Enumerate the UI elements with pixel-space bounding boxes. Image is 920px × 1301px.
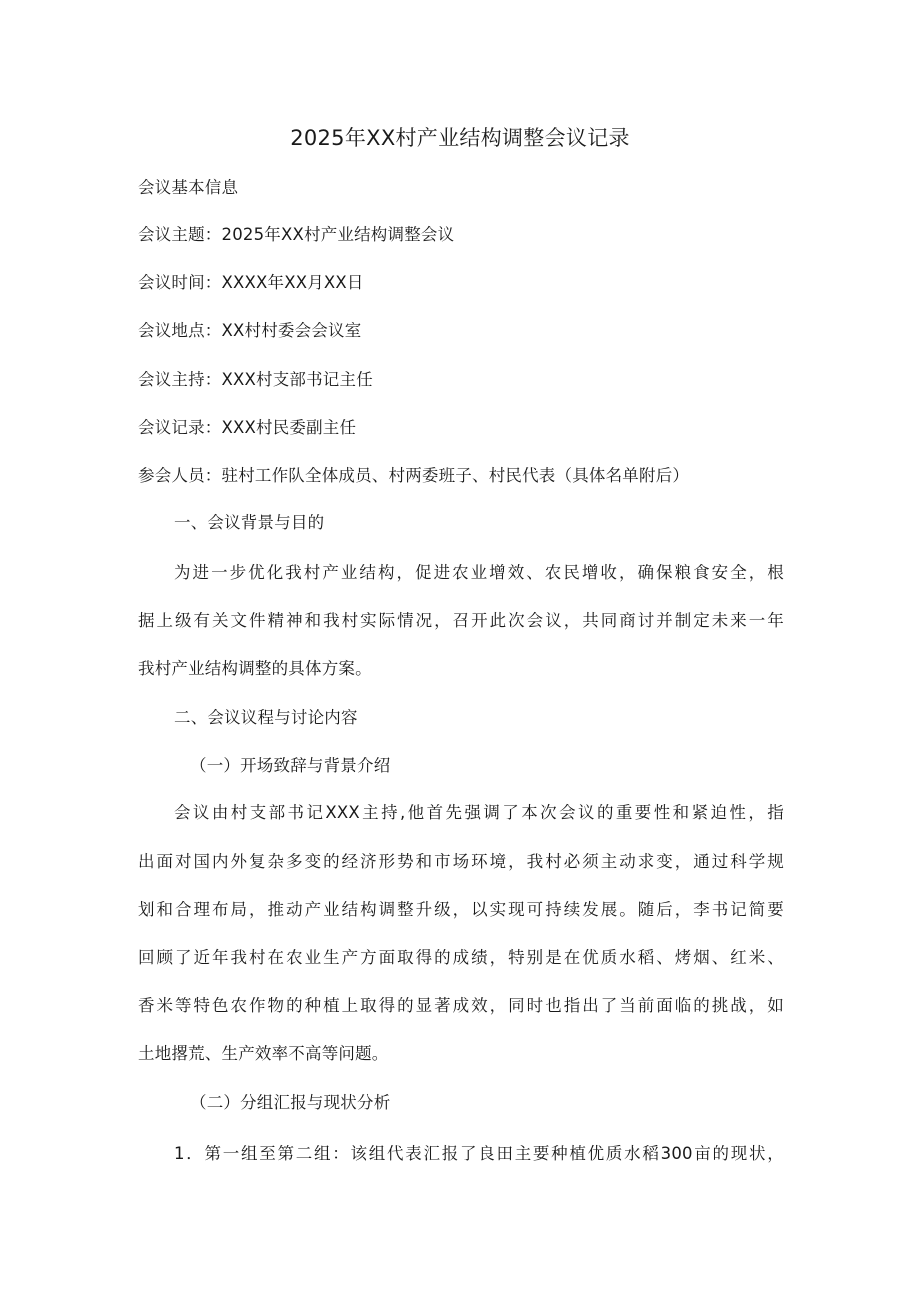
paragraph-line: 土地撂荒、生产效率不高等问题。 xyxy=(138,1044,389,1063)
subsection2-heading: （二）分组汇报与现状分析 xyxy=(190,1093,391,1112)
info-topic: 会议主题：2025年XX村产业结构调整会议 xyxy=(138,225,455,244)
section2-heading: 二、会议议程与讨论内容 xyxy=(174,708,358,727)
document-title: 2025年XX村产业结构调整会议记录 xyxy=(290,126,630,150)
info-heading: 会议基本信息 xyxy=(138,178,239,197)
section1-heading: 一、会议背景与目的 xyxy=(174,513,325,532)
paragraph-line: 划和合理布局，推动产业结构调整升级，以实现可持续发展。随后，李书记简要 xyxy=(138,900,784,919)
info-host: 会议主持：XXX村支部书记主任 xyxy=(138,370,373,389)
paragraph-line: 为进一步优化我村产业结构，促进农业增效、农民增收，确保粮食安全，根 xyxy=(174,563,784,582)
paragraph-line: 会议由村支部书记XXX主持,他首先强调了本次会议的重要性和紧迫性，指 xyxy=(174,803,784,822)
info-location: 会议地点：XX村村委会会议室 xyxy=(138,321,362,340)
info-attendees: 参会人员：驻村工作队全体成员、村两委班子、村民代表（具体名单附后） xyxy=(138,466,690,485)
paragraph-line: 出面对国内外复杂多变的经济形势和市场环境，我村必须主动求变，通过科学规 xyxy=(138,852,784,871)
paragraph-line: 回顾了近年我村在农业生产方面取得的成绩，特别是在优质水稻、烤烟、红米、 xyxy=(138,948,784,967)
info-recorder: 会议记录：XXX村民委副主任 xyxy=(138,418,357,437)
paragraph-line: 我村产业结构调整的具体方案。 xyxy=(138,659,372,678)
paragraph-line: 香米等特色农作物的种植上取得的显著成效，同时也指出了当前面临的挑战，如 xyxy=(138,996,784,1015)
info-time: 会议时间：XXXX年XX月XX日 xyxy=(138,273,364,292)
paragraph-line: 据上级有关文件精神和我村实际情况，召开此次会议，共同商讨并制定未来一年 xyxy=(138,611,784,630)
subsection1-heading: （一）开场致辞与背景介绍 xyxy=(190,756,391,775)
paragraph-line: 1．第一组至第二组：该组代表汇报了良田主要种植优质水稻300亩的现状， xyxy=(174,1144,784,1163)
